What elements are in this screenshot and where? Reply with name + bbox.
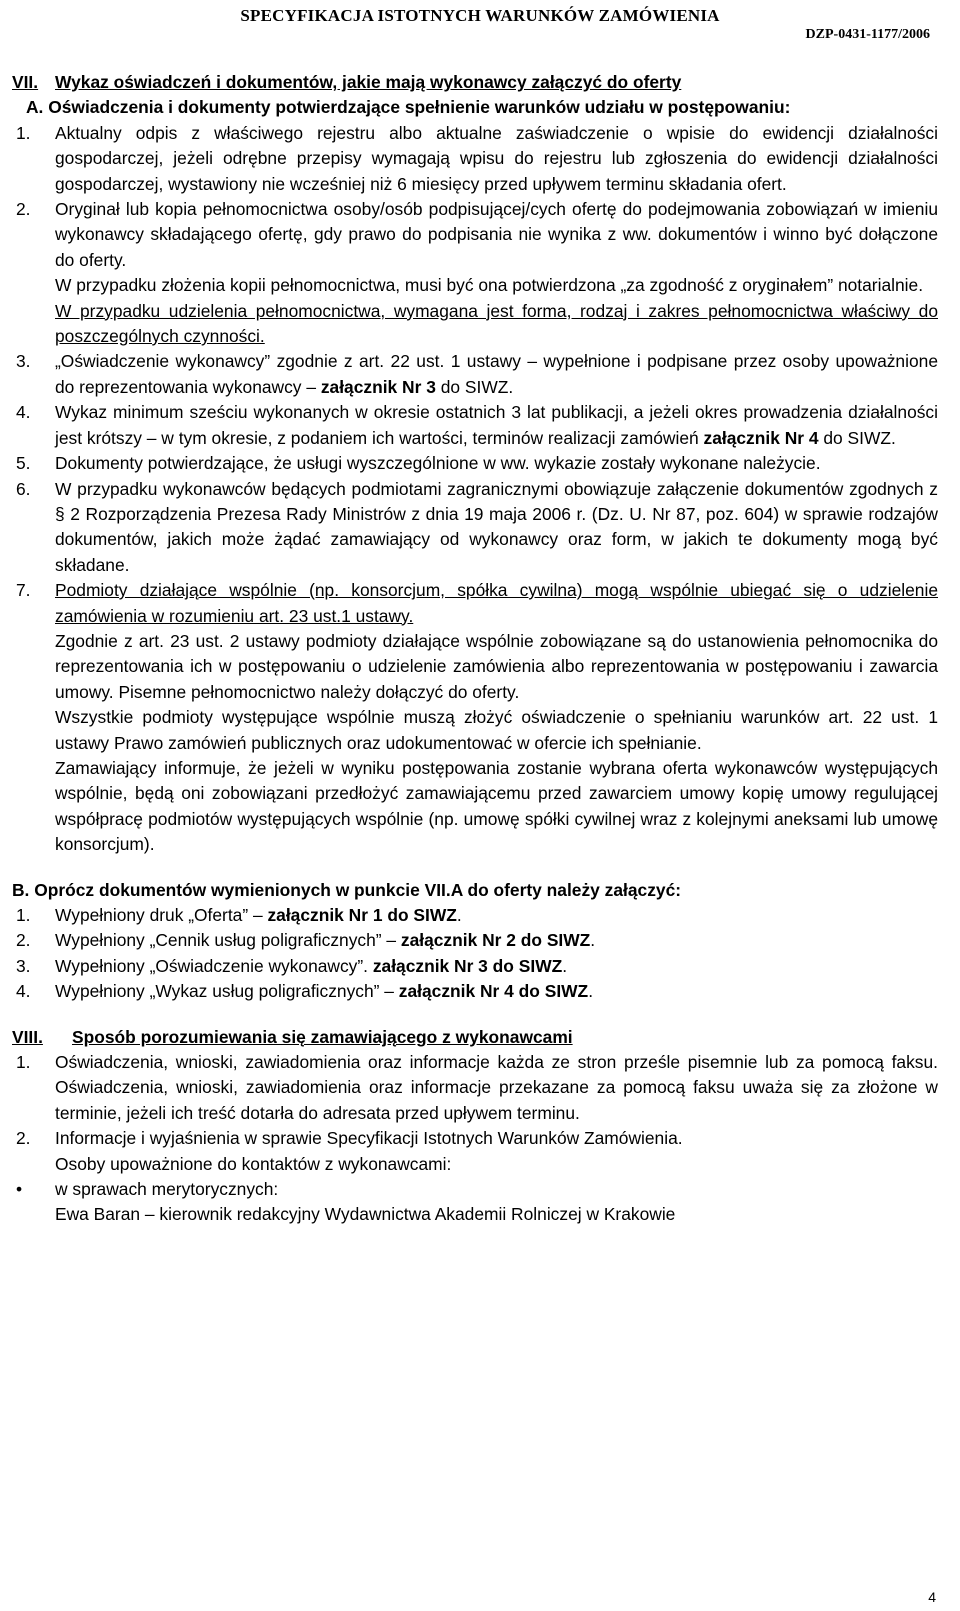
section-viii-heading	[12, 1025, 938, 1050]
list-item-a2: 2. Oryginał lub kopia pełnomocnictwa osoby/osób podpisującej/cych ofertę do podejmowania zobowiązań w imieniu wykonawcy składającego ofertę, gdy prawo do podpisania nie wynika z ww. dokumentów i winno być dołączone do oferty.	[16, 199, 938, 270]
section-vii-number: VII.	[12, 72, 39, 92]
list-item-a2-note: W przypadku złożenia kopii pełnomocnictwa, musi być ona potwierdzona „za zgodność z oryginałem” notarialnie.	[55, 275, 924, 296]
list-item-a6: 6. W przypadku wykonawców będących podmiotami zagranicznymi obowiązuje załączenie dokumentów zgodnych z § 2 Rozporządzenia Prezesa Rady Ministrów z dnia 19 maja 2006 r. (Dz. U. Nr 87, poz. 604) w sprawie rodzajów dokumentów, jakich może żądać zamawiający od wykonawcy oraz form, w jakich te dokumenty mogą być składane.	[16, 478, 938, 575]
bullet-icon: •	[16, 1179, 23, 1200]
list-item-viii-2: 2. Informacje i wyjaśnienia w sprawie Specyfikacji Istotnych Warunków Zamówienia.	[16, 1128, 683, 1149]
document-body	[12, 70, 938, 1228]
list-item-a3: 3. „Oświadczenie wykonawcy” zgodnie z art. 22 ust. 1 ustawy – wypełnione i podpisane przez osoby upoważnione do reprezentowania wykonawcy – załącznik Nr 3 do SIWZ.	[16, 351, 938, 397]
list-item-b2: 2. Wypełniony „Cennik usług poligraficznych” – załącznik Nr 2 do SIWZ.	[16, 930, 596, 951]
part-b-heading: B. Oprócz dokumentów wymienionych w punkcie VII.A do oferty należy załączyć:	[12, 879, 682, 900]
section-viii-number: VIII.	[12, 1026, 43, 1047]
header-title: SPECYFIKACJA ISTOTNYCH WARUNKÓW ZAMÓWIENIA	[240, 6, 720, 25]
section-vii-title: Wykaz oświadczeń i dokumentów, jakie mają wykonawcy załączyć do oferty	[55, 72, 682, 92]
list-item-a5: 5. Dokumenty potwierdzające, że usługi wyszczególnione w ww. wykazie zostały wykonane należycie.	[16, 453, 821, 474]
list-item-viii-1: 1. Oświadczenia, wnioski, zawiadomienia oraz informacje każda ze stron prześle pisemnie lub za pomocą faksu. Oświadczenia, wnioski, zawiadomienia oraz informacje przekazane za pomocą faksu uważa się za złożone w terminie, jeżeli ich treść dotarła do adresata przed upływem terminu.	[16, 1052, 938, 1123]
header-reference: DZP-0431-1177/2006	[805, 27, 930, 42]
list-item-a7-paragraph: Zgodnie z art. 23 ust. 2 ustawy podmioty działające wspólnie zobowiązane są do ustanowienia pełnomocnika do reprezentowania ich w postępowaniu o udzielenie zamówienia albo reprezentowania w postępowaniu i zawarcia umowy. Pisemne pełnomocnictwo należy dołączyć do oferty.	[55, 630, 938, 702]
list-item-a2-underlined: W przypadku udzielenia pełnomocnictwa, wymagana jest forma, rodzaj i zakres pełnomocnictwa właściwy do poszczególnych czynności.	[55, 300, 938, 347]
list-item-a7-paragraph: Zamawiający informuje, że jeżeli w wyniku postępowania zostanie wybrana oferta wykonawców występujących wspólnie, będą oni zobowiązani przedłożyć zamawiającemu przed zawarciem umowy kopię umowy regulującej współpracę podmiotów występujących wspólnie (np. umowę spółki cywilnej wraz z kolejnymi aneksami lub umowę konsorcjum).	[55, 757, 938, 855]
list-item-a1: 1. Aktualny odpis z właściwego rejestru albo aktualne zaświadczenie o wpisie do ewidencji działalności gospodarczej, jeżeli odrębne przepisy wymagają wpisu do rejestru lub zgłoszenia do ewidencji działalności gospodarczej, wystawiony nie wcześniej niż 6 miesięcy przed upływem terminu składania ofert.	[16, 122, 938, 194]
list-item-a7: 7. Podmioty działające wspólnie (np. konsorcjum, spółka cywilna) mogą wspólnie ubiegać się o udzielenie zamówienia w rozumieniu art. 23 ust.1 ustawy.	[16, 580, 938, 626]
list-item-viii-2-note: Osoby upoważnione do kontaktów z wykonawcami:	[55, 1153, 452, 1174]
contact-person: Ewa Baran – kierownik redakcyjny Wydawnictwa Akademii Rolniczej w Krakowie	[55, 1204, 676, 1225]
list-item-a4: 4. Wykaz minimum sześciu wykonanych w okresie ostatnich 3 lat publikacji, a jeżeli okres prowadzenia działalności jest krótszy – w tym okresie, z podaniem ich wartości, terminów realizacji zamówień załącznik Nr 4 do SIWZ.	[16, 402, 938, 448]
list-item-b3: 3. Wypełniony „Oświadczenie wykonawcy”. załącznik Nr 3 do SIWZ.	[16, 955, 568, 976]
page-number: 4	[928, 1589, 936, 1605]
bullet-item: • w sprawach merytorycznych:	[12, 1177, 938, 1202]
section-vii-heading	[12, 70, 938, 95]
part-a-heading: A. Oświadczenia i dokumenty potwierdzające spełnienie warunków udziału w postępowaniu:	[26, 97, 791, 118]
list-item-b1: 1. Wypełniony druk „Oferta” – załącznik Nr 1 do SIWZ.	[16, 905, 462, 925]
section-viii-title: Sposób porozumiewania się zamawiającego z wykonawcami	[72, 1026, 573, 1047]
list-item-a7-paragraph: Wszystkie podmioty występujące wspólnie muszą złożyć oświadczenie o spełnianiu warunków art. 22 ust. 1 ustawy Prawo zamówień publicznych oraz udokumentować w ofercie ich spełnianie.	[55, 707, 938, 753]
list-item-b4: 4. Wypełniony „Wykaz usług poligraficznych” – załącznik Nr 4 do SIWZ.	[16, 981, 594, 1002]
